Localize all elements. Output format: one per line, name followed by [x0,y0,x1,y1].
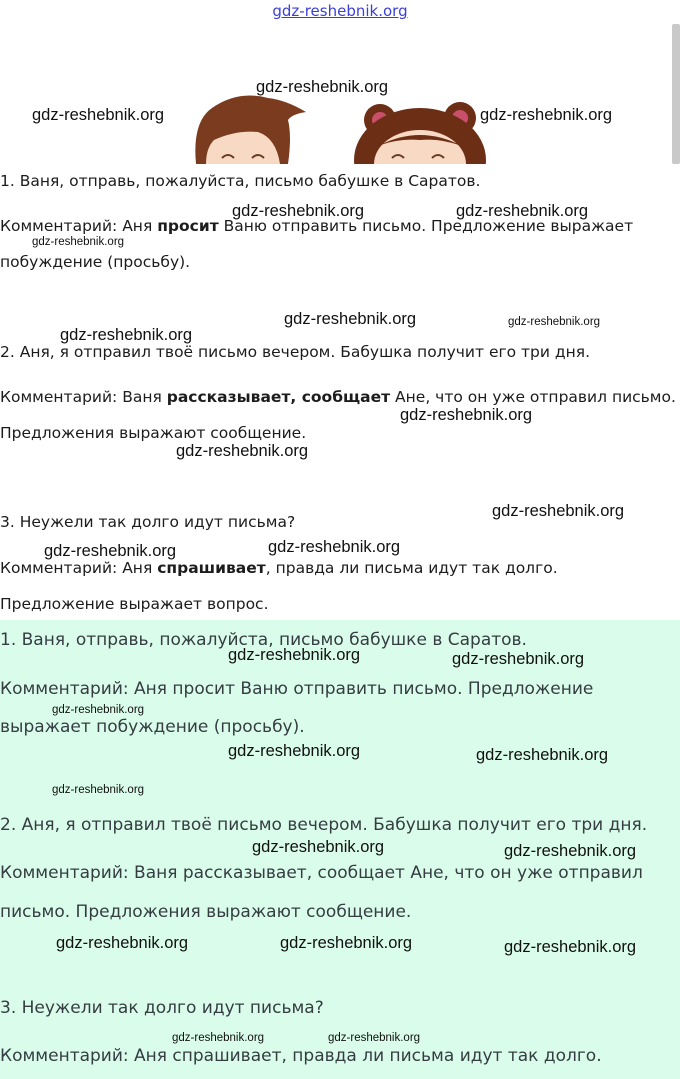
answer-comment-2-line-2: письмо. Предложения выражают сообщение. [0,902,412,922]
watermark: gdz-reshebnik.org [60,326,193,344]
watermark: gdz-reshebnik.org [52,704,145,716]
answer-sentence-2: 2. Аня, я отправил твоё письмо вечером. Бабушка получит его три дня. [0,815,648,835]
watermark: gdz-reshebnik.org [452,650,585,668]
watermark: gdz-reshebnik.org [492,502,625,520]
watermark: gdz-reshebnik.org [228,646,361,664]
watermark: gdz-reshebnik.org [256,78,389,96]
comment-3-line-2: Предложение выражает вопрос. [0,595,269,613]
boy-head [195,96,306,164]
watermark: gdz-reshebnik.org [328,1032,421,1044]
watermark: gdz-reshebnik.org [172,1032,265,1044]
watermark: gdz-reshebnik.org [52,784,145,796]
comment-2-line-1: Комментарий: Ваня рассказывает, сообщает Ане, что он уже отправил письмо. [0,388,676,406]
watermark: gdz-reshebnik.org [284,310,417,328]
watermark: gdz-reshebnik.org [456,202,589,220]
watermark: gdz-reshebnik.org [32,106,165,124]
sentence-2: 2. Аня, я отправил твоё письмо вечером. Бабушка получит его три дня. [0,343,590,361]
watermark: gdz-reshebnik.org [228,742,361,760]
comment-3-line-1: Комментарий: Аня спрашивает, правда ли письма идут так долго. [0,559,558,577]
sentence-3: 3. Неужели так долго идут письма? [0,513,296,531]
answer-comment-1-line-2: выражает побуждение (просьбу). [0,717,305,737]
site-link[interactable]: gdz-reshebnik.org [272,2,408,20]
watermark: gdz-reshebnik.org [480,106,613,124]
answer-comment-1-line-1: Комментарий: Аня просит Ваню отправить письмо. Предложение [0,679,594,699]
watermark: gdz-reshebnik.org [280,934,413,952]
watermark: gdz-reshebnik.org [504,842,637,860]
watermark: gdz-reshebnik.org [176,442,309,460]
watermark: gdz-reshebnik.org [44,542,177,560]
watermark: gdz-reshebnik.org [400,406,533,424]
watermark: gdz-reshebnik.org [504,938,637,956]
comment-1-line-1: Комментарий: Аня просит Ваню отправить письмо. Предложение выражает [0,217,634,235]
watermark: gdz-reshebnik.org [268,538,401,556]
watermark: gdz-reshebnik.org [56,934,189,952]
watermark: gdz-reshebnik.org [476,746,609,764]
watermark: gdz-reshebnik.org [508,316,601,328]
answer-sentence-1: 1. Ваня, отправь, пожалуйста, письмо бабушке в Саратов. [0,630,527,650]
comment-1-line-2: побуждение (просьбу). [0,253,191,271]
answer-sentence-3: 3. Неужели так долго идут письма? [0,998,324,1018]
girl-head [354,102,486,164]
watermark: gdz-reshebnik.org [252,838,385,856]
watermark: gdz-reshebnik.org [232,202,365,220]
watermark: gdz-reshebnik.org [32,236,125,248]
answer-comment-2-line-1: Комментарий: Ваня рассказывает, сообщает Ане, что он уже отправил [0,863,643,883]
comment-2-line-2: Предложения выражают сообщение. [0,424,307,442]
sentence-1: 1. Ваня, отправь, пожалуйста, письмо бабушке в Саратов. [0,172,481,190]
answer-comment-3-line-1: Комментарий: Аня спрашивает, правда ли письма идут так долго. [0,1046,602,1066]
